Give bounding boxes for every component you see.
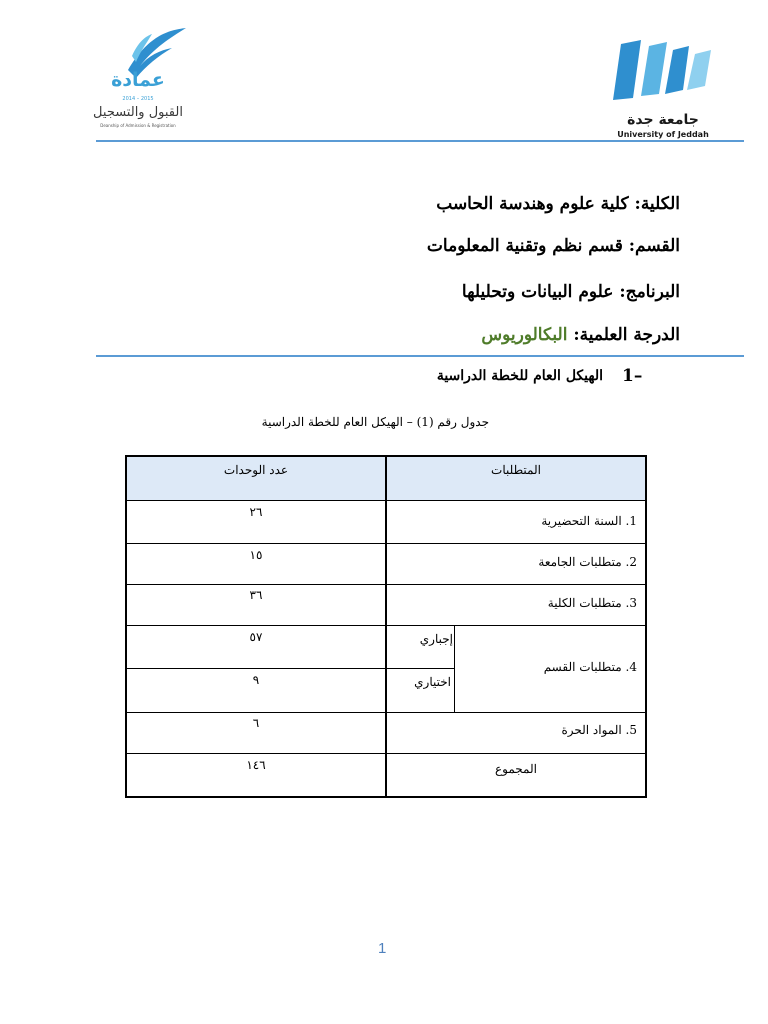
table-vline-sub: [454, 625, 455, 712]
info-divider: [96, 355, 744, 357]
requirement-row-4: [544, 660, 637, 674]
sub-requirement-elective: اختياري: [414, 675, 451, 689]
page-number: 1: [378, 940, 387, 957]
row-label: متطلبات القسم: [543, 660, 622, 674]
deanship-logo: [88, 26, 193, 134]
degree-label: الدرجة العلمية:: [567, 325, 680, 345]
units-cell: ٢٦: [249, 505, 263, 519]
requirement-row-1: [541, 514, 637, 528]
total-label: المجموع: [495, 762, 537, 776]
structure-table: [125, 455, 647, 798]
table-hline-sub: [127, 668, 454, 669]
units-cell: ٦: [252, 716, 260, 730]
units-cell: ٥٧: [249, 630, 263, 644]
row-label: السنة التحضيرية: [541, 514, 622, 528]
sub-requirement-mandatory: إجباري: [419, 632, 453, 646]
section-title: الهيكل العام للخطة الدراسية: [436, 368, 603, 384]
row-number: 3.: [625, 596, 637, 610]
row-label: المواد الحرة: [561, 723, 622, 737]
degree-value: البكالوريوس: [481, 325, 568, 345]
deanship-logo-year: 2014 – 2015: [122, 96, 154, 102]
row-number: 5.: [625, 723, 637, 737]
requirement-row-2: [538, 555, 637, 569]
university-logo-english: University of Jeddah: [617, 130, 709, 139]
units-cell: ٣٦: [249, 588, 263, 602]
header-divider: [96, 140, 744, 142]
units-header: عدد الوحدات: [223, 463, 289, 477]
department-line: القسم: قسم نظم وتقنية المعلومات: [426, 236, 680, 256]
table-caption: جدول رقم (1) – الهيكل العام للخطة الدراسية: [261, 415, 489, 429]
deanship-logo-subtitle: القبول والتسجيل: [93, 105, 183, 120]
degree-line: [481, 325, 680, 345]
deanship-logo-title: عمادة: [111, 69, 165, 91]
row-number: 4.: [625, 660, 637, 674]
program-line: البرنامج: علوم البيانات وتحليلها: [461, 282, 680, 302]
row-label: متطلبات الكلية: [547, 596, 622, 610]
row-label: متطلبات الجامعة: [538, 555, 622, 569]
row-number: 1.: [625, 514, 637, 528]
requirements-header: المتطلبات: [491, 463, 541, 477]
table-hline: [127, 543, 645, 544]
table-hline: [127, 500, 645, 501]
deanship-logo-english: Deanship of Admission & Registration: [100, 123, 176, 128]
table-hline: [127, 753, 645, 754]
university-logo: [607, 36, 723, 144]
table-hline: [127, 625, 645, 626]
requirement-row-3: [548, 596, 637, 610]
requirement-row-5: [561, 723, 637, 737]
table-hline: [127, 712, 645, 713]
total-units-cell: ١٤٦: [246, 758, 266, 772]
college-line: الكلية: كلية علوم وهندسة الحاسب: [436, 194, 680, 214]
units-cell: ٩: [252, 673, 260, 687]
table-vline-middle: [385, 457, 387, 796]
university-logo-arabic: جامعة جدة: [627, 112, 699, 128]
units-cell: ١٥: [249, 548, 263, 562]
section-number: 1–: [622, 366, 643, 386]
row-number: 2.: [625, 555, 637, 569]
table-hline: [127, 584, 645, 585]
university-logo-year: 2014: [691, 90, 703, 95]
